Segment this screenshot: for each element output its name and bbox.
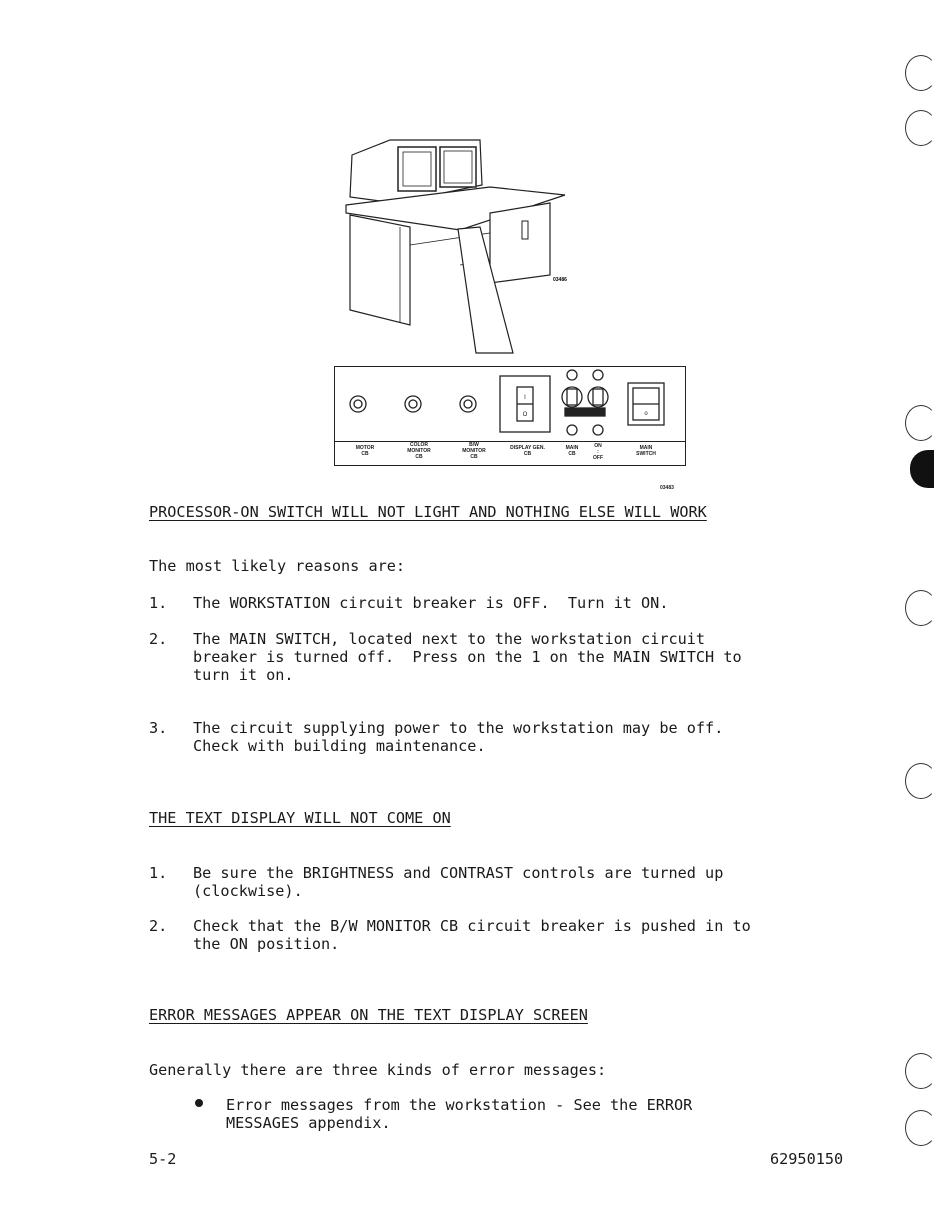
panel-label-main-switch: MAIN SWITCH	[636, 445, 656, 457]
color-monitor-cb-knob	[405, 396, 421, 412]
document-number: 62950150	[770, 1150, 844, 1168]
binder-hole-mark-icon	[910, 450, 934, 488]
page-number: 5-2	[149, 1150, 177, 1168]
list-number: 2.	[149, 630, 168, 648]
list-item-text: The WORKSTATION circuit breaker is OFF. Turn it ON.	[193, 594, 669, 612]
section1-intro: The most likely reasons are:	[149, 557, 406, 575]
bullet-icon	[195, 1099, 203, 1107]
punch-hole-icon	[905, 763, 937, 799]
punch-hole-icon	[905, 55, 937, 91]
bw-monitor-cb-knob	[460, 396, 476, 412]
list-item-text: Be sure the BRIGHTNESS and CONTRAST controls are turned up (clockwise).	[193, 864, 724, 900]
svg-text:o: o	[644, 411, 648, 417]
list-number: 2.	[149, 917, 168, 935]
list-item-text: The MAIN SWITCH, located next to the workstation circuit breaker is turned off. Press on the 1 on the MAIN SWITCH to turn it on.	[193, 630, 742, 684]
list-number: 3.	[149, 719, 168, 737]
section-heading-text-display: THE TEXT DISPLAY WILL NOT COME ON	[149, 809, 451, 827]
svg-text:O: O	[522, 412, 528, 418]
panel-figure-code: 03483	[660, 485, 674, 491]
panel-label-display-gen-cb: DISPLAY GEN. CB	[510, 445, 545, 457]
punch-hole-icon	[905, 405, 937, 441]
panel-label-on-off: ON : OFF	[593, 443, 603, 461]
panel-controls	[335, 367, 685, 441]
workstation-illustration	[340, 135, 590, 360]
punch-hole-icon	[905, 590, 937, 626]
section3-intro: Generally there are three kinds of error messages:	[149, 1061, 607, 1079]
section-heading-processor: PROCESSOR-ON SWITCH WILL NOT LIGHT AND NOTHING ELSE WILL WORK	[149, 503, 707, 521]
list-item-text: Check that the B/W MONITOR CB circuit breaker is pushed in to the ON position.	[193, 917, 751, 953]
control-panel	[334, 366, 686, 466]
list-item-text: The circuit supplying power to the workstation may be off. Check with building maintenance.	[193, 719, 724, 755]
panel-label-bw-monitor-cb: B/W MONITOR CB	[462, 442, 486, 460]
panel-label-main-cb: MAIN CB	[565, 445, 579, 457]
svg-text:I: I	[524, 395, 526, 401]
list-number: 1.	[149, 864, 168, 882]
panel-label-color-monitor-cb: COLOR MONITOR CB	[407, 442, 431, 460]
section-heading-error-messages: ERROR MESSAGES APPEAR ON THE TEXT DISPLAY SCREEN	[149, 1006, 588, 1024]
main-cb-dials	[562, 370, 608, 435]
display-gen-switch	[500, 376, 550, 432]
motor-cb-knob	[350, 396, 366, 412]
workstation-figure-code: 03486	[553, 277, 567, 283]
bullet-item-text: Error messages from the workstation - See the ERROR MESSAGES appendix.	[226, 1096, 693, 1132]
punch-hole-icon	[905, 1110, 937, 1146]
panel-label-motor-cb: MOTOR CB	[355, 445, 375, 457]
punch-hole-icon	[905, 110, 937, 146]
punch-hole-icon	[905, 1053, 937, 1089]
main-switch	[628, 383, 664, 425]
list-number: 1.	[149, 594, 168, 612]
